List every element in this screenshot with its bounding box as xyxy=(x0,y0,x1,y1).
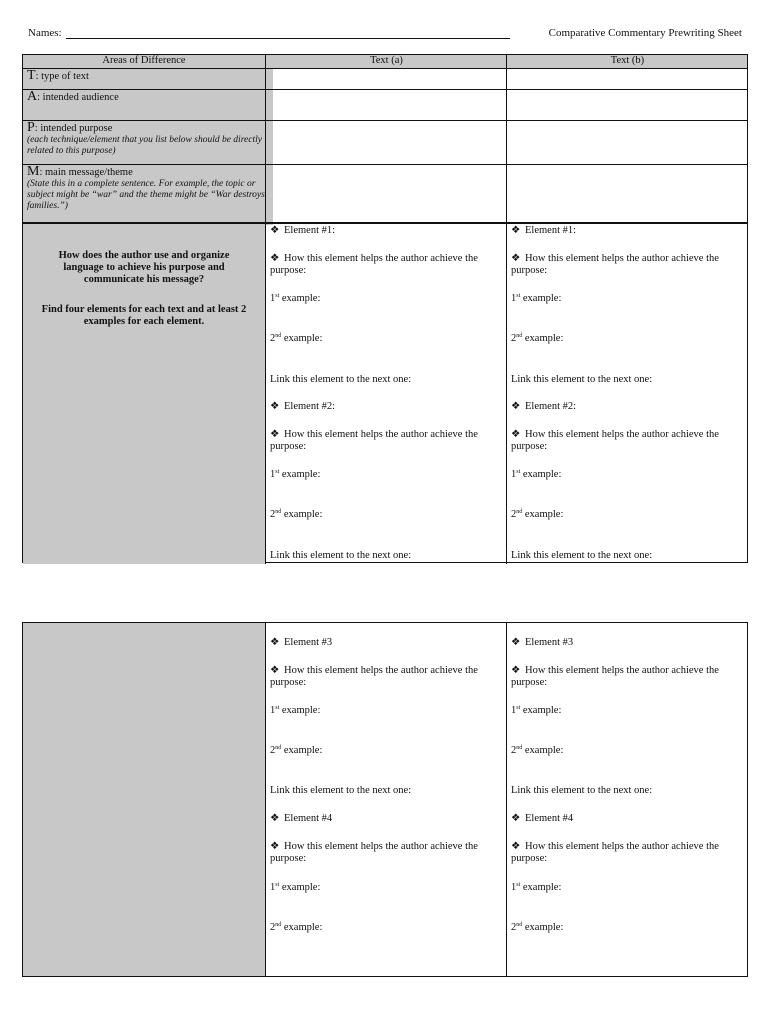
example-2-element-2-a: 2nd example: xyxy=(270,509,323,520)
example-1-element-3-b: 1st example: xyxy=(511,705,562,716)
example-1-element-2-b: 1st example: xyxy=(511,469,562,480)
names-label: Names: xyxy=(28,27,62,39)
element-1-b: ❖ Element #1: xyxy=(511,225,577,236)
example-2-element-3-b: 2nd example: xyxy=(511,745,564,756)
col-header-text-a: Text (a) xyxy=(265,55,507,68)
example-2-element-4-b: 2nd example: xyxy=(511,922,564,933)
example-2-element-1-b: 2nd example: xyxy=(511,333,564,344)
how-element-4-a: ❖ How this element helps the author achieve the purpose: xyxy=(270,841,478,864)
element-2-b: ❖ Element #2: xyxy=(511,401,577,412)
example-1-element-3-a: 1st example: xyxy=(270,705,321,716)
link-element-2-b: Link this element to the next one: xyxy=(511,550,653,561)
elements-1-2-text-b[interactable] xyxy=(506,224,748,564)
col-header-text-b: Text (b) xyxy=(506,55,748,68)
intended-audience-label: A: intended audience xyxy=(23,90,273,123)
intended-purpose-note: (each technique/element that you list below should be directly related to this purpose) xyxy=(27,135,262,156)
example-1-element-2-a: 1st example: xyxy=(270,469,321,480)
how-element-1-a: ❖ How this element helps the author achieve the purpose: xyxy=(270,253,478,276)
elements-1-2-text-a[interactable] xyxy=(265,224,507,564)
question-text: How does the author use and organize language to achieve his purpose and communicate his message? xyxy=(58,250,230,285)
example-2-element-2-b: 2nd example: xyxy=(511,509,564,520)
example-1-element-1-b: 1st example: xyxy=(511,293,562,304)
example-2-element-3-a: 2nd example: xyxy=(270,745,323,756)
element-4-b: ❖ Element #4 xyxy=(511,813,574,824)
main-message-note: (State this in a complete sentence. For example, the topic or subject might be “war” and the theme might be “War destroys families.”) xyxy=(27,179,265,211)
intended-audience-b-cell[interactable] xyxy=(506,90,748,121)
intended-purpose-b-cell[interactable] xyxy=(506,121,748,165)
how-element-3-a: ❖ How this element helps the author achieve the purpose: xyxy=(270,665,478,688)
prewriting-table-2 xyxy=(22,622,748,977)
intended-purpose-a-cell[interactable] xyxy=(265,121,507,165)
link-element-3-b: Link this element to the next one: xyxy=(511,785,653,796)
element-3-a: ❖ Element #3 xyxy=(270,637,333,648)
question-cell xyxy=(23,224,265,564)
main-message-label: M: main message/theme (State this in a complete sentence. For example, the topic or subject might be “war” and the theme might be “War destroys families.”) xyxy=(23,165,273,225)
example-1-element-4-a: 1st example: xyxy=(270,882,321,893)
how-element-2-a: ❖ How this element helps the author achieve the purpose: xyxy=(270,429,478,452)
element-3-b: ❖ Element #3 xyxy=(511,637,574,648)
row-intended-purpose xyxy=(23,120,747,165)
how-element-1-b: ❖ How this element helps the author achieve the purpose: xyxy=(511,253,719,276)
example-1-element-1-a: 1st example: xyxy=(270,293,321,304)
type-of-text-b-cell[interactable] xyxy=(506,69,748,90)
link-element-3-a: Link this element to the next one: xyxy=(270,785,412,796)
link-element-2-a: Link this element to the next one: xyxy=(270,550,412,561)
type-of-text-a-cell[interactable] xyxy=(265,69,507,90)
main-message-a-cell[interactable] xyxy=(265,165,507,223)
link-element-1-a: Link this element to the next one: xyxy=(270,374,412,385)
col-header-areas: Areas of Difference xyxy=(102,55,186,66)
link-element-1-b: Link this element to the next one: xyxy=(511,374,653,385)
example-1-element-4-b: 1st example: xyxy=(511,882,562,893)
intended-audience-a-cell[interactable] xyxy=(265,90,507,121)
row-intended-audience xyxy=(23,89,747,121)
names-line[interactable] xyxy=(66,38,510,39)
sheet-title: Comparative Commentary Prewriting Sheet xyxy=(548,27,742,39)
element-1-a: ❖ Element #1: xyxy=(270,225,336,236)
row-type-of-text xyxy=(23,68,747,90)
element-2-a: ❖ Element #2: xyxy=(270,401,336,412)
instruction-text: Find four elements for each text and at least 2 examples for each element. xyxy=(41,304,247,327)
elements-3-4-text-b[interactable] xyxy=(506,623,748,976)
row-elements-1-2 xyxy=(23,222,747,564)
gray-label-cell xyxy=(23,623,265,976)
how-element-3-b: ❖ How this element helps the author achieve the purpose: xyxy=(511,665,719,688)
row-elements-3-4 xyxy=(23,623,747,976)
type-of-text-label: T: type of text xyxy=(23,69,273,92)
main-message-b-cell[interactable] xyxy=(506,165,748,223)
elements-3-4-text-a[interactable] xyxy=(265,623,507,976)
prewriting-table-1 xyxy=(22,54,748,563)
element-4-a: ❖ Element #4 xyxy=(270,813,333,824)
column-header-row xyxy=(23,55,747,68)
row-main-message xyxy=(23,164,747,223)
intended-purpose-label: P: intended purpose (each technique/element that you list below should be directly related to this purpose) xyxy=(23,121,273,167)
example-2-element-1-a: 2nd example: xyxy=(270,333,323,344)
how-element-2-b: ❖ How this element helps the author achieve the purpose: xyxy=(511,429,719,452)
how-element-4-b: ❖ How this element helps the author achieve the purpose: xyxy=(511,841,719,864)
example-2-element-4-a: 2nd example: xyxy=(270,922,323,933)
